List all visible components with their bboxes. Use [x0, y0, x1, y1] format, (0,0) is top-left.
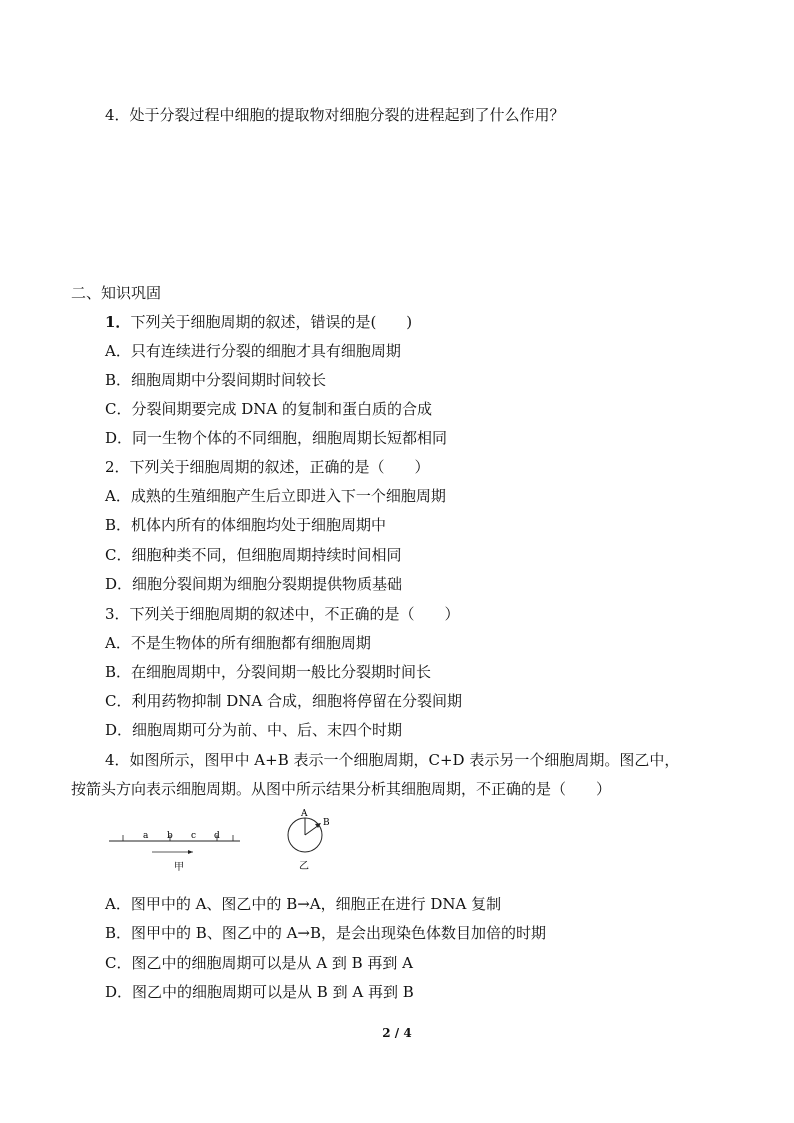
question-1-number: 1．: [105, 313, 131, 331]
question-1-option-a: A．只有连续进行分裂的细胞才具有细胞周期: [105, 342, 401, 360]
figure-jia-line-diagram: [105, 824, 245, 874]
question-4-option-c: C．图乙中的细胞周期可以是从 A 到 B 再到 A: [105, 954, 414, 972]
question-2-option-b: B．机体内所有的体细胞均处于细胞周期中: [105, 516, 387, 534]
question-1-option-b: B．细胞周期中分裂间期时间较长: [105, 371, 327, 389]
figure-yi-caption: 乙: [299, 861, 309, 872]
figure-jia-label-d: d: [214, 831, 220, 841]
figure-jia-label-a: a: [143, 831, 149, 841]
figure-jia-caption: 甲: [174, 862, 184, 873]
question-4-option-a: A．图甲中的 A、图乙中的 B→A，细胞正在进行 DNA 复制: [105, 895, 502, 913]
question-3-option-d: D．细胞周期可分为前、中、后、末四个时期: [105, 721, 403, 739]
figure-yi-label-a: A: [301, 809, 308, 819]
question-2-option-d: D．细胞分裂间期为细胞分裂期提供物质基础: [105, 575, 403, 593]
page-number: 2 / 4: [382, 1026, 412, 1040]
figure-yi-circle-diagram: [278, 806, 348, 878]
question-2-option-a: A．成熟的生殖细胞产生后立即进入下一个细胞周期: [105, 487, 446, 505]
question-3-stem: 3．下列关于细胞周期的叙述中，不正确的是（ ）: [105, 605, 460, 623]
question-4-option-b: B．图甲中的 B、图乙中的 A→B，是会出现染色体数目加倍的时期: [105, 924, 547, 942]
question-2-stem: 2．下列关于细胞周期的叙述，正确的是（ ）: [105, 458, 430, 476]
question-1-option-c: C．分裂间期要完成 DNA 的复制和蛋白质的合成: [105, 400, 432, 418]
question-3-option-c: C．利用药物抑制 DNA 合成，细胞将停留在分裂间期: [105, 692, 462, 710]
question-2-option-c: C．细胞种类不同，但细胞周期持续时间相同: [105, 546, 402, 564]
figure-jia-arrowhead: [188, 850, 193, 854]
figure-jia-label-c: c: [191, 831, 197, 841]
question-3-option-a: A．不是生物体的所有细胞都有细胞周期: [105, 634, 371, 652]
question-4-option-d: D．图乙中的细胞周期可以是从 B 到 A 再到 B: [105, 983, 414, 1001]
figure-yi-label-b: B: [323, 818, 330, 828]
previous-question-4: 4．处于分裂过程中细胞的提取物对细胞分裂的进程起到了什么作用？: [105, 106, 565, 124]
section-title: 二、知识巩固: [71, 284, 162, 302]
question-1-text: 下列关于细胞周期的叙述，错误的是( ): [130, 313, 413, 331]
question-3-option-b: B．在细胞周期中，分裂间期一般比分裂期时间长: [105, 663, 432, 681]
question-4-stem-line-1: 4．如图所示，图甲中 A+B 表示一个细胞周期，C+D 表示另一个细胞周期。图乙中，: [105, 751, 680, 769]
question-4-stem-line-2: 按箭头方向表示细胞周期。从图中所示结果分析其细胞周期，不正确的是（ ）: [71, 780, 612, 798]
figure-jia-label-b: b: [167, 831, 173, 841]
question-1-option-d: D．同一生物个体的不同细胞，细胞周期长短都相同: [105, 429, 448, 447]
question-1-stem: [105, 312, 412, 332]
